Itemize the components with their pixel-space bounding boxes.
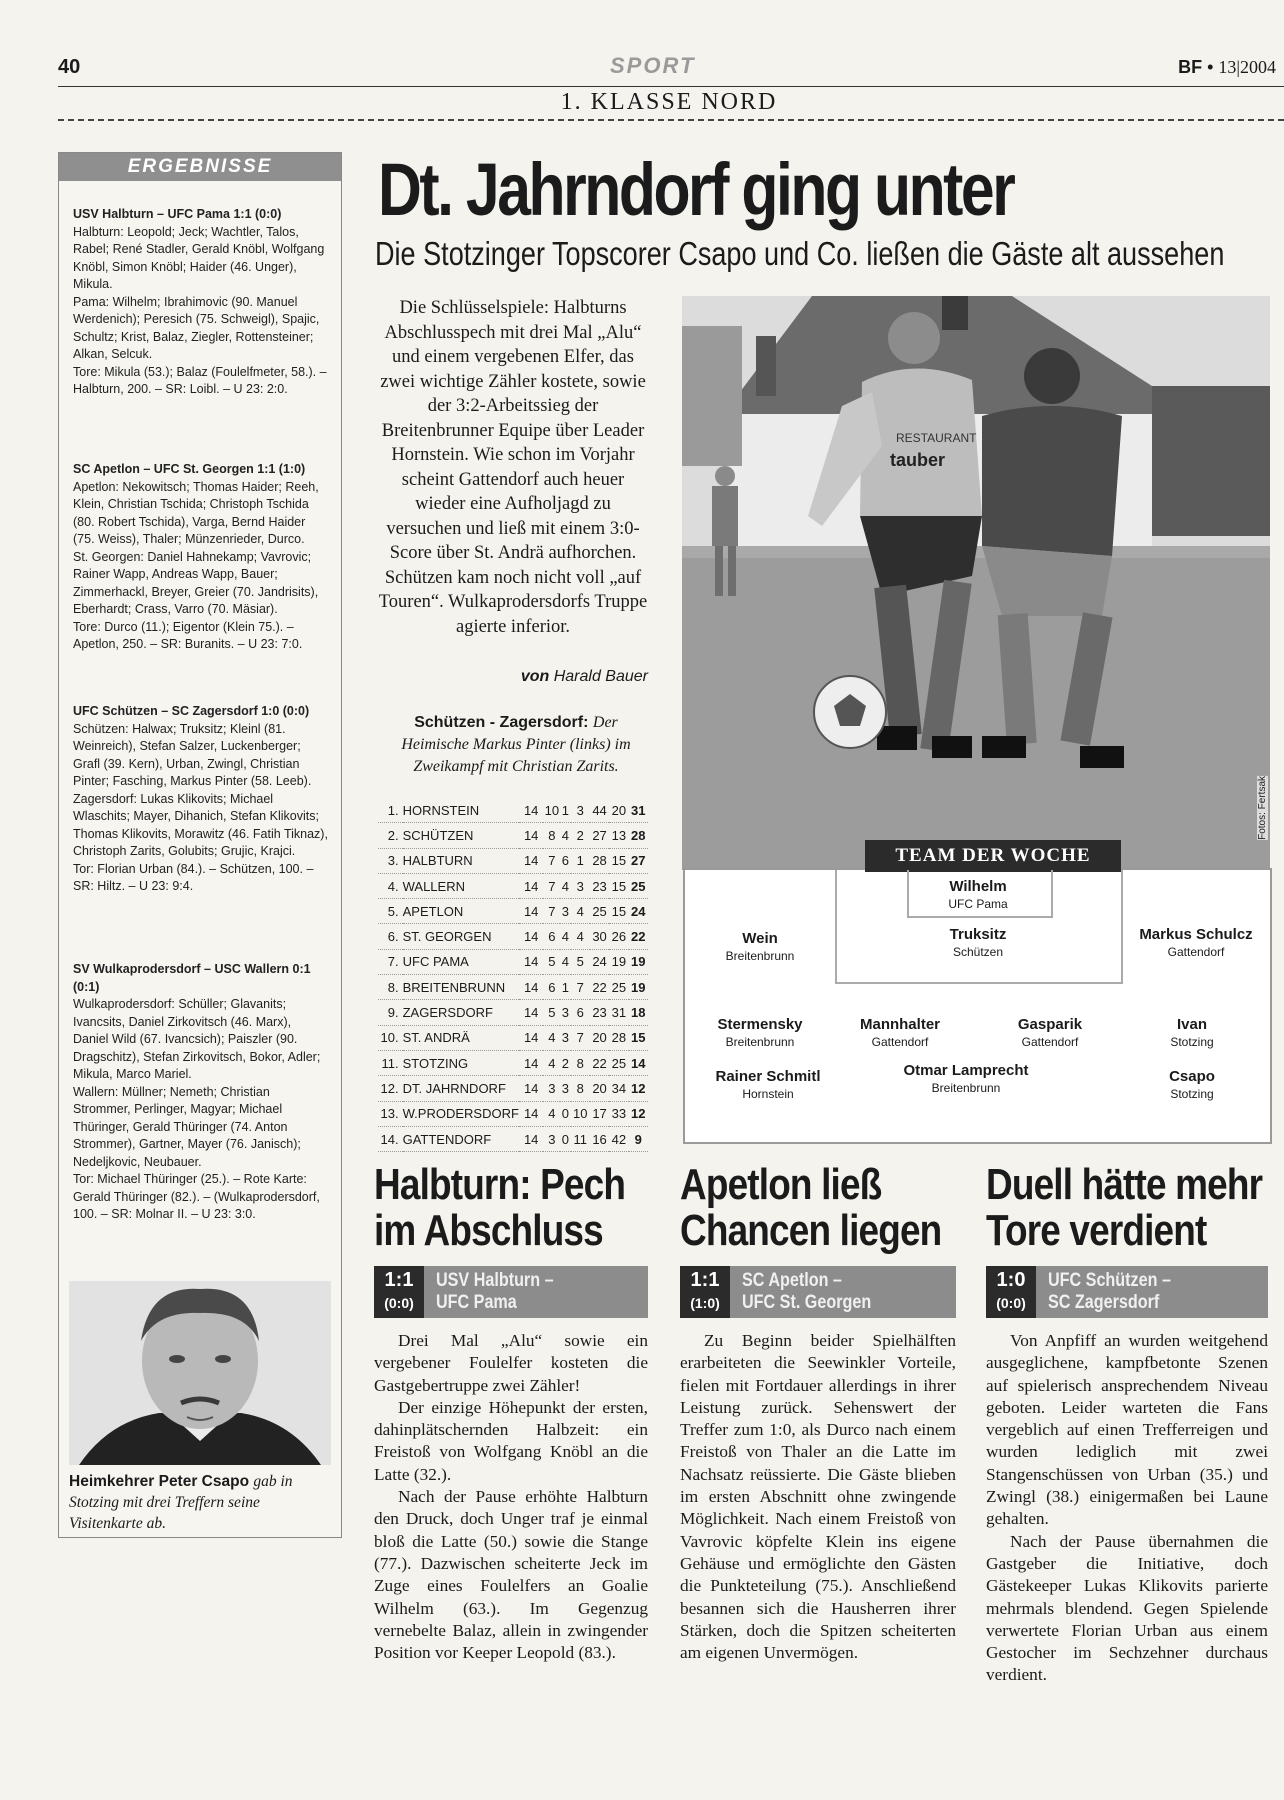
table-cell: 19 xyxy=(629,975,648,1000)
table-cell: 14 xyxy=(519,798,544,823)
table-cell: 3 xyxy=(560,1000,570,1025)
table-cell: 28 xyxy=(609,1025,628,1050)
table-row xyxy=(378,1076,648,1101)
lineup-text: Halbturn: Leopold; Jeck; Wachtler, Talos, Rabel; René Stadler, Gerald Knöbl, Wolfgang Knöbl, Simon Knöbl; Haider (46. Unger), Mikula. xyxy=(73,224,325,291)
final-score: 1:1 xyxy=(384,1269,414,1291)
table-cell-team: WALLERN xyxy=(403,873,519,898)
article-title-line2: im Abschluss xyxy=(374,1206,603,1255)
team-home: USV Halbturn – xyxy=(436,1270,554,1291)
shirt-sponsor-text: RESTAURANT xyxy=(896,431,977,445)
photo-caption-text: Der Heimische Markus Pinter (links) im Zweikampf mit Christian Zarits. xyxy=(401,714,631,775)
player-club: Hornstein xyxy=(742,1087,794,1101)
result-match: SC Apetlon – UFC St. Georgen 1:1 (1:0) xyxy=(73,462,306,476)
article-title-line2: Tore verdient xyxy=(986,1206,1207,1255)
portrait-image xyxy=(69,1281,331,1465)
byline xyxy=(378,668,648,686)
table-cell-team: DT. JAHRNDORF xyxy=(403,1076,519,1101)
table-cell: 27 xyxy=(629,848,648,873)
portrait-photo xyxy=(69,1281,331,1465)
table-cell: 22 xyxy=(590,1050,609,1075)
article-body xyxy=(986,1330,1268,1687)
table-cell: 20 xyxy=(609,798,628,823)
article-paragraph: Zu Beginn beider Spielhälften erarbeiteten die Seewinkler Vorteile, fielen mit Fortdauer allerdings in ihrer Leistung zurück. Sehenswert der Treffer zum 1:0, als Durco nach einem Freistoß von Thaler an die Latte im Nachsatz reüssierte. Die Gäste blieben im ersten Abschnitt ohne zwingende Möglichkeit. Nach einem Freistoß von Vavrovic köpfelte Klein ins eigene Gehäuse und ermöglichte den Gästen die Punkteteilung (75.). Anschließend besannen sich die Hausherren ihrer Stärken, doch die Spitzen scheiterten am eigenen Unvermögen. xyxy=(680,1331,956,1663)
table-cell: 0 xyxy=(560,1101,570,1126)
article-body xyxy=(374,1330,648,1664)
table-cell: 12 xyxy=(629,1101,648,1126)
result-match: USV Halbturn – UFC Pama 1:1 (0:0) xyxy=(73,207,282,221)
player-club: Schützen xyxy=(952,945,1004,959)
table-cell: 3 xyxy=(543,1076,560,1101)
result-block-3 xyxy=(73,703,329,896)
result-block-1 xyxy=(73,206,329,399)
table-cell: 20 xyxy=(590,1025,609,1050)
player-name: Csapo xyxy=(1169,1068,1215,1085)
table-row xyxy=(378,1025,648,1050)
table-cell: 31 xyxy=(629,798,648,823)
match-photo xyxy=(682,296,1270,870)
player-name: Rainer Schmitl xyxy=(715,1068,821,1085)
header-dashed-rule xyxy=(58,119,1284,121)
table-row xyxy=(378,848,648,873)
table-cell: 2. xyxy=(378,823,403,848)
portrait-caption-name: Heimkehrer Peter Csapo xyxy=(69,1473,250,1490)
table-cell: 14 xyxy=(519,1000,544,1025)
team-of-week-title: TEAM DER WOCHE xyxy=(865,840,1121,872)
table-cell: 8 xyxy=(571,1050,590,1075)
article-title-line1: Apetlon ließ xyxy=(680,1160,882,1209)
lineup-text: St. Georgen: Daniel Hahnekamp; Vavrovic; Rainer Wapp, Andreas Wapp, Bauer; Zimmerhackl, Breyer, Greier (70. Jandrisits), Eberhardt; Crass, Varro (70. Mäsiar). xyxy=(73,549,319,616)
table-cell: 5 xyxy=(571,949,590,974)
table-cell: 7 xyxy=(543,873,560,898)
goals-text: Tor: Michael Thüringer (25.). – Rote Karte: Gerald Thüringer (82.). – (Wulkaprodersdorf, 100. – SR: Molnar II. – U 23: 3:0. xyxy=(73,1172,320,1221)
team-home: SC Apetlon – xyxy=(742,1270,842,1291)
halftime-score: (0:0) xyxy=(384,1295,414,1311)
table-cell-team: APETLON xyxy=(403,899,519,924)
player-card xyxy=(1117,1068,1267,1101)
result-block-2 xyxy=(73,461,329,654)
table-cell: 7 xyxy=(571,975,590,1000)
player-card xyxy=(693,1068,843,1101)
table-cell-team: BREITENBRUNN xyxy=(403,975,519,1000)
table-cell: 18 xyxy=(629,1000,648,1025)
player-club: Gattendorf xyxy=(871,1035,929,1049)
table-cell-team: SCHÜTZEN xyxy=(403,823,519,848)
table-cell: 3. xyxy=(378,848,403,873)
table-cell: 1 xyxy=(560,975,570,1000)
byline-prefix: von xyxy=(520,668,550,685)
table-cell: 19 xyxy=(609,949,628,974)
player-club: Gattendorf xyxy=(1167,945,1225,959)
table-cell: 44 xyxy=(590,798,609,823)
team-of-week-box xyxy=(683,845,1272,1144)
table-cell: 14 xyxy=(519,823,544,848)
table-cell: 3 xyxy=(571,798,590,823)
table-cell: 1 xyxy=(560,798,570,823)
table-cell-team: STOTZING xyxy=(403,1050,519,1075)
table-cell: 3 xyxy=(560,899,570,924)
table-cell: 3 xyxy=(560,1076,570,1101)
lineup-text: Zagersdorf: Lukas Klikovits; Michael Wlaschits; Mayer, Dihanich, Stefan Klikovits; Thomas Klikovits, Morawitz (46. Fatih Tiknaz), Christoph Zarits, Golubits; Grujic, Krajci. xyxy=(73,791,328,858)
table-cell: 20 xyxy=(590,1076,609,1101)
photo-caption-bold: Schützen - Zagersdorf: xyxy=(414,714,589,731)
article-schuetzen xyxy=(986,1162,1268,1687)
table-cell-team: ST. GEORGEN xyxy=(403,924,519,949)
league-title: 1. KLASSE NORD xyxy=(560,89,778,115)
article-paragraph: Der einzige Höhepunkt der ersten, dahinplätschernden Halbzeit: ein Freistoß von Wolfgang Knöbl an die Latte (32.). xyxy=(374,1397,648,1484)
table-cell-team: ZAGERSDORF xyxy=(403,1000,519,1025)
table-row xyxy=(378,1126,648,1151)
table-cell: 15 xyxy=(609,899,628,924)
table-cell-team: HALBTURN xyxy=(403,848,519,873)
table-cell: 8 xyxy=(571,1076,590,1101)
score-box xyxy=(680,1266,730,1318)
table-row xyxy=(378,823,648,848)
table-cell: 5 xyxy=(543,949,560,974)
header-rule xyxy=(58,86,1284,87)
section-label: SPORT xyxy=(610,53,696,78)
table-cell: 4. xyxy=(378,873,403,898)
player-club: Stotzing xyxy=(1170,1035,1214,1049)
player-name: Wein xyxy=(742,930,778,947)
table-cell: 16 xyxy=(590,1126,609,1151)
player-club: UFC Pama xyxy=(948,897,1008,911)
table-cell: 17 xyxy=(590,1101,609,1126)
league-table xyxy=(378,798,648,1152)
issue-label: BF • 13|2004 xyxy=(1178,57,1276,77)
table-cell: 19 xyxy=(629,949,648,974)
table-cell: 5 xyxy=(543,1000,560,1025)
article-title-line1: Duell hätte mehr xyxy=(986,1160,1263,1209)
lineup-text: Wulkaprodersdorf: Schüller; Glavanits; Ivancsits, Daniel Zirkovitsch (46. Marx), Daniel Wild (67. Ivancsich); Paiszler (90. Dragschitz), Stefan Zirkovitsch, Bokor, Adler; Mikula, Marco Mariel. xyxy=(73,997,321,1081)
table-cell: 4 xyxy=(543,1050,560,1075)
lineup-text: Apetlon: Nekowitsch; Thomas Haider; Reeh, Klein, Christian Tschida; Christoph Tschida (80. Robert Tschida), Varga, Bernd Haider (75. Weiss), Thaler; Münzenrieder, Durco. xyxy=(73,479,319,546)
byline-name: Harald Bauer xyxy=(553,668,648,685)
table-cell: 13 xyxy=(609,823,628,848)
player-card xyxy=(903,926,1053,959)
lineup-text: Pama: Wilhelm; Ibrahimovic (90. Manuel Werdenich); Peresich (75. Schweigl), Spajic, Schultz; Krist, Balaz, Ziegler, Rottensteiner; Alkan, Selcuk. xyxy=(73,294,320,361)
table-cell-team: UFC PAMA xyxy=(403,949,519,974)
table-cell: 10 xyxy=(571,1101,590,1126)
score-teams xyxy=(742,1270,871,1314)
player-club: Gattendorf xyxy=(1021,1035,1079,1049)
table-cell: 13. xyxy=(378,1101,403,1126)
article-title-line2: Chancen liegen xyxy=(680,1206,942,1255)
table-cell: 14 xyxy=(519,848,544,873)
player-card xyxy=(825,1016,975,1049)
article-paragraph: Drei Mal „Alu“ sowie ein vergebener Foulelfer kosteten die Gastgebertruppe zwei Zähler! xyxy=(374,1331,648,1395)
table-cell: 15 xyxy=(609,873,628,898)
table-cell: 5. xyxy=(378,899,403,924)
table-row xyxy=(378,1101,648,1126)
table-cell: 3 xyxy=(571,873,590,898)
table-cell: 14 xyxy=(629,1050,648,1075)
result-match: SV Wulkaprodersdorf – USC Wallern 0:1 (0:1) xyxy=(73,962,311,994)
player-club: Breitenbrunn xyxy=(725,1035,795,1049)
table-cell: 24 xyxy=(629,899,648,924)
table-cell: 12 xyxy=(629,1076,648,1101)
table-cell: 10 xyxy=(543,798,560,823)
goals-text: Tor: Florian Urban (84.). – Schützen, 100. – SR: Hiltz. – U 23: 9:4. xyxy=(73,861,314,893)
table-cell-team: GATTENDORF xyxy=(403,1126,519,1151)
table-cell: 0 xyxy=(560,1126,570,1151)
table-row xyxy=(378,798,648,823)
table-cell: 7. xyxy=(378,949,403,974)
table-cell: 25 xyxy=(609,975,628,1000)
table-cell: 9 xyxy=(629,1126,648,1151)
table-cell: 4 xyxy=(560,949,570,974)
player-card xyxy=(903,878,1053,911)
intro-text: Die Schlüsselspiele: Halbturns Abschlusspech mit drei Mal „Alu“ und einem vergebenen Elfer, das zwei wichtige Zähler kostete, sowie der 3:2-Arbeitssieg der Breitenbrunner Equipe über Leader Hornstein. Wie schon im Vorjahr scheint Gattendorf auch heuer wieder eine Aufholjagd zu versuchen und ließ mit einem 3:0-Score über St. Andrä aufhorchen. Schützen kam noch nicht voll „auf Touren“. Wulkaprodersdorfs Truppe agierte inferior. xyxy=(378,298,648,637)
final-score: 1:1 xyxy=(690,1269,720,1291)
player-club: Breitenbrunn xyxy=(931,1081,1001,1095)
table-cell: 6 xyxy=(543,975,560,1000)
table-cell: 15 xyxy=(609,848,628,873)
player-card xyxy=(881,1062,1051,1095)
table-cell-team: W.PRODERSDORF xyxy=(403,1101,519,1126)
table-cell: 4 xyxy=(543,1025,560,1050)
article-apetlon xyxy=(680,1162,956,1664)
table-cell: 8. xyxy=(378,975,403,1000)
table-cell: 42 xyxy=(609,1126,628,1151)
headline: Dt. Jahrndorf ging unter xyxy=(378,148,1014,231)
table-row xyxy=(378,1000,648,1025)
table-cell: 25 xyxy=(609,1050,628,1075)
player-name: Mannhalter xyxy=(859,1016,940,1033)
table-cell: 22 xyxy=(590,975,609,1000)
score-teams xyxy=(436,1270,554,1314)
table-cell: 4 xyxy=(560,823,570,848)
page-number: 40 xyxy=(58,56,81,78)
player-card xyxy=(1117,1016,1267,1049)
table-cell: 4 xyxy=(571,899,590,924)
score-teams xyxy=(1048,1270,1171,1314)
table-cell: 14 xyxy=(519,873,544,898)
portrait-caption-text: gab in Stotzing mit drei Treffern seine Visitenkarte ab. xyxy=(69,1473,293,1532)
photo-credit: Fotos: Fertsak xyxy=(1257,776,1268,840)
halftime-score: (0:0) xyxy=(996,1295,1026,1311)
table-cell: 22 xyxy=(629,924,648,949)
article-body xyxy=(680,1330,956,1664)
score-bar xyxy=(374,1266,648,1318)
table-row xyxy=(378,899,648,924)
player-name: Truksitz xyxy=(949,926,1007,943)
table-cell: 7 xyxy=(571,1025,590,1050)
lineup-text: Schützen: Halwax; Truksitz; Kleinl (81. Weinreich), Stefan Salzer, Luckenberger; Grafl (39. Kern), Urban, Zwingl, Christian Pinter; Fasching, Markus Pinter (58. Leeb). xyxy=(73,721,312,788)
issue-number: 13|2004 xyxy=(1218,57,1276,77)
table-cell: 25 xyxy=(590,899,609,924)
player-name: Gasparik xyxy=(1017,1016,1083,1033)
table-cell: 11. xyxy=(378,1050,403,1075)
score-box xyxy=(986,1266,1036,1318)
player-name: Ivan xyxy=(1176,1016,1207,1033)
table-cell: 14 xyxy=(519,1050,544,1075)
goals-text: Tore: Durco (11.); Eigentor (Klein 75.). – Apetlon, 250. – SR: Buranits. – U 23: 7:0. xyxy=(73,619,303,651)
table-cell: 14 xyxy=(519,899,544,924)
score-box xyxy=(374,1266,424,1318)
table-cell: 33 xyxy=(609,1101,628,1126)
article-paragraph: Nach der Pause übernahmen die Gastgeber die Initiative, doch Gästekeeper Lukas Klikovits parierte mehrmals blendend. Gegen Spielende verwertete Florian Urban aus einem Gestocher im Sechzehner durchaus verdient. xyxy=(986,1531,1268,1685)
table-cell: 2 xyxy=(560,1050,570,1075)
table-row xyxy=(378,975,648,1000)
table-cell: 28 xyxy=(590,848,609,873)
table-cell: 6 xyxy=(560,848,570,873)
results-title: ERGEBNISSE xyxy=(59,153,341,181)
table-cell: 1. xyxy=(378,798,403,823)
final-score: 1:0 xyxy=(996,1269,1026,1291)
table-cell: 23 xyxy=(590,1000,609,1025)
halftime-score: (1:0) xyxy=(690,1295,720,1311)
goals-text: Tore: Mikula (53.); Balaz (Foulelfmeter, 58.). – Halbturn, 200. – SR: Loibl. – U 23: 2:0. xyxy=(73,364,327,396)
team-away: SC Zagersdorf xyxy=(1048,1292,1160,1313)
player-name: Otmar Lamprecht xyxy=(903,1062,1029,1079)
table-cell-team: ST. ANDRÄ xyxy=(403,1025,519,1050)
table-cell: 7 xyxy=(543,899,560,924)
table-cell: 9. xyxy=(378,1000,403,1025)
player-card xyxy=(685,1016,835,1049)
table-row xyxy=(378,1050,648,1075)
table-cell: 4 xyxy=(560,873,570,898)
table-cell: 14 xyxy=(519,1126,544,1151)
table-cell: 34 xyxy=(609,1076,628,1101)
table-cell: 27 xyxy=(590,823,609,848)
team-away: UFC Pama xyxy=(436,1292,517,1313)
player-card xyxy=(685,930,835,963)
table-cell: 7 xyxy=(543,848,560,873)
match-photo-image xyxy=(682,296,1270,870)
table-row xyxy=(378,949,648,974)
shirt-sponsor-text-2: tauber xyxy=(890,450,946,470)
table-cell: 14 xyxy=(519,1025,544,1050)
article-title-line1: Halbturn: Pech xyxy=(374,1160,626,1209)
table-cell: 14. xyxy=(378,1126,403,1151)
table-cell: 1 xyxy=(571,848,590,873)
team-away: UFC St. Georgen xyxy=(742,1292,872,1313)
table-cell: 14 xyxy=(519,924,544,949)
article-paragraph: Von Anpfiff an wurden weitgehend ausgeglichene, kampfbetonte Szenen auf spielerisch ansprechendem Niveau geboten. Leider warteten die Fans vergeblich auf einen Trefferreigen und wurden lediglich mit zwei Stangenschüssen von Urban (35.) und Zwingl (38.) einigermaßen bei Laune gehalten. xyxy=(986,1331,1268,1529)
player-name: Wilhelm xyxy=(949,878,1007,895)
score-bar xyxy=(680,1266,956,1318)
table-cell: 3 xyxy=(543,1126,560,1151)
table-row xyxy=(378,873,648,898)
table-cell: 14 xyxy=(519,949,544,974)
table-cell: 14 xyxy=(519,1101,544,1126)
results-box xyxy=(58,152,342,1538)
table-cell: 26 xyxy=(609,924,628,949)
player-card xyxy=(975,1016,1125,1049)
table-cell: 4 xyxy=(560,924,570,949)
portrait-caption xyxy=(69,1471,331,1534)
team-home: UFC Schützen – xyxy=(1048,1270,1171,1291)
table-cell: 10. xyxy=(378,1025,403,1050)
score-bar xyxy=(986,1266,1268,1318)
table-cell: 31 xyxy=(609,1000,628,1025)
table-cell: 2 xyxy=(571,823,590,848)
table-cell-team: HORNSTEIN xyxy=(403,798,519,823)
player-name: Markus Schulcz xyxy=(1139,926,1253,943)
table-cell: 12. xyxy=(378,1076,403,1101)
player-name: Stermensky xyxy=(717,1016,803,1033)
table-row xyxy=(378,924,648,949)
photo-caption xyxy=(384,712,648,778)
table-cell: 6. xyxy=(378,924,403,949)
table-cell: 11 xyxy=(571,1126,590,1151)
table-cell: 24 xyxy=(590,949,609,974)
player-club: Breitenbrunn xyxy=(725,949,795,963)
table-cell: 25 xyxy=(629,873,648,898)
table-cell: 4 xyxy=(543,1101,560,1126)
result-match: UFC Schützen – SC Zagersdorf 1:0 (0:0) xyxy=(73,704,310,718)
brand-label: BF xyxy=(1178,57,1203,77)
player-card xyxy=(1121,926,1271,959)
table-cell: 6 xyxy=(571,1000,590,1025)
table-cell: 28 xyxy=(629,823,648,848)
table-cell: 23 xyxy=(590,873,609,898)
table-cell: 30 xyxy=(590,924,609,949)
table-cell: 8 xyxy=(543,823,560,848)
player-club: Stotzing xyxy=(1170,1087,1214,1101)
table-cell: 6 xyxy=(543,924,560,949)
lineup-text: Wallern: Müllner; Nemeth; Christian Strommer, Perlinger, Magyar; Michael Thüringer, Gerald Thüringer (74. Anton Strommer), Gartner, Mayer (76. Janisch); Nedeljkovic, Neubauer. xyxy=(73,1084,301,1169)
article-halbturn xyxy=(374,1162,648,1664)
table-cell: 14 xyxy=(519,1076,544,1101)
result-block-4 xyxy=(73,961,329,1224)
subheadline: Die Stotzinger Topscorer Csapo und Co. ließen die Gäste alt aussehen xyxy=(375,235,1225,272)
table-cell: 14 xyxy=(519,975,544,1000)
article-paragraph: Nach der Pause erhöhte Halbturn den Druck, doch Unger traf je einmal bloß die Latte (50.) sowie die Stange (77.). Dazwischen scheiterte Jeck im Zuge eines Foulelfers an Goalie Wilhelm (63.). Im Gegenzug vernebelte Balaz, allein in zwingender Position vor Keeper Leopold (83.). xyxy=(374,1487,648,1663)
table-cell: 4 xyxy=(571,924,590,949)
table-cell: 15 xyxy=(629,1025,648,1050)
table-cell: 3 xyxy=(560,1025,570,1050)
